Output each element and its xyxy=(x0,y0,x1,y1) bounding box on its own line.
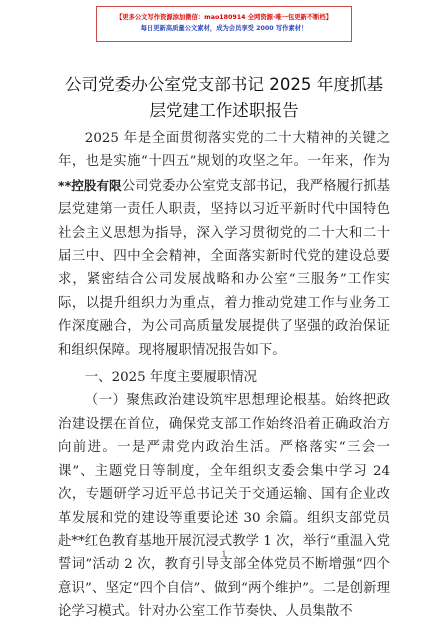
banner-line-1: 【更多公文写作资源添加微信：mao180914 全网资源·唯一包更新不断档】 xyxy=(115,14,333,21)
subsection-paragraph: （一）聚焦政治建设筑牢思想理论根基。始终把政治建设摆在首位，确保党支部工作始终沿着正确政治方向前进。一是严肃党内政治生活。严格落实“三会一课”、主题党日等制度，全年组织支委会集中学习 24 次，专题研学习近平总书记关于交通运输、国有企业改革发展和党的建设等重要论述 30 余篇。组织支部党员赴**红色教育基地开展沉浸式教学 1 次，举行“重温入党誓词”活动 2 次，教育引导支部全体党员不断增强“四个意识”、坚定“四个自信”、做到“两个维护”。二是创新理论学习模式。针对办公室工作节奏快、人员集散不 xyxy=(58,393,390,620)
intro-bold-company: **控股有限 xyxy=(58,177,122,193)
page-number: 1 xyxy=(221,550,227,559)
intro-text-1: 2025 年是全面贯彻落实党的二十大精神的关键之年，也是实施“十四五”规划的攻坚之年。一年来，作为 xyxy=(58,131,390,170)
promo-banner[interactable] xyxy=(96,6,352,42)
document-title: 公司党委办公室党支部书记 2025 年度抓基层党建工作述职报告 xyxy=(64,75,384,120)
intro-paragraph xyxy=(58,127,390,362)
intro-text-2: 公司党委办公室党支部书记，我严格履行抓基层党建第一责任人职责，坚持以习近平新时代中国特色社会主义思想为指导，深入学习贯彻党的二十大和二十届三中、四中全会精神，全面落实新时代党的建设总要求，紧密结合公司发展战略和办公室“三服务”工作实际，以提升组织力为重点，着力推动党建工作与业务工作深度融合，为公司高质量发展提供了坚强的政治保证和组织保障。现将履职情况报告如下。 xyxy=(58,178,391,358)
banner-line-2: 每日更新高质量公文素材，成为会员享受 2000 写作素材！ xyxy=(140,25,308,32)
section-heading: 一、2025 年度主要履职情况 xyxy=(84,370,258,386)
